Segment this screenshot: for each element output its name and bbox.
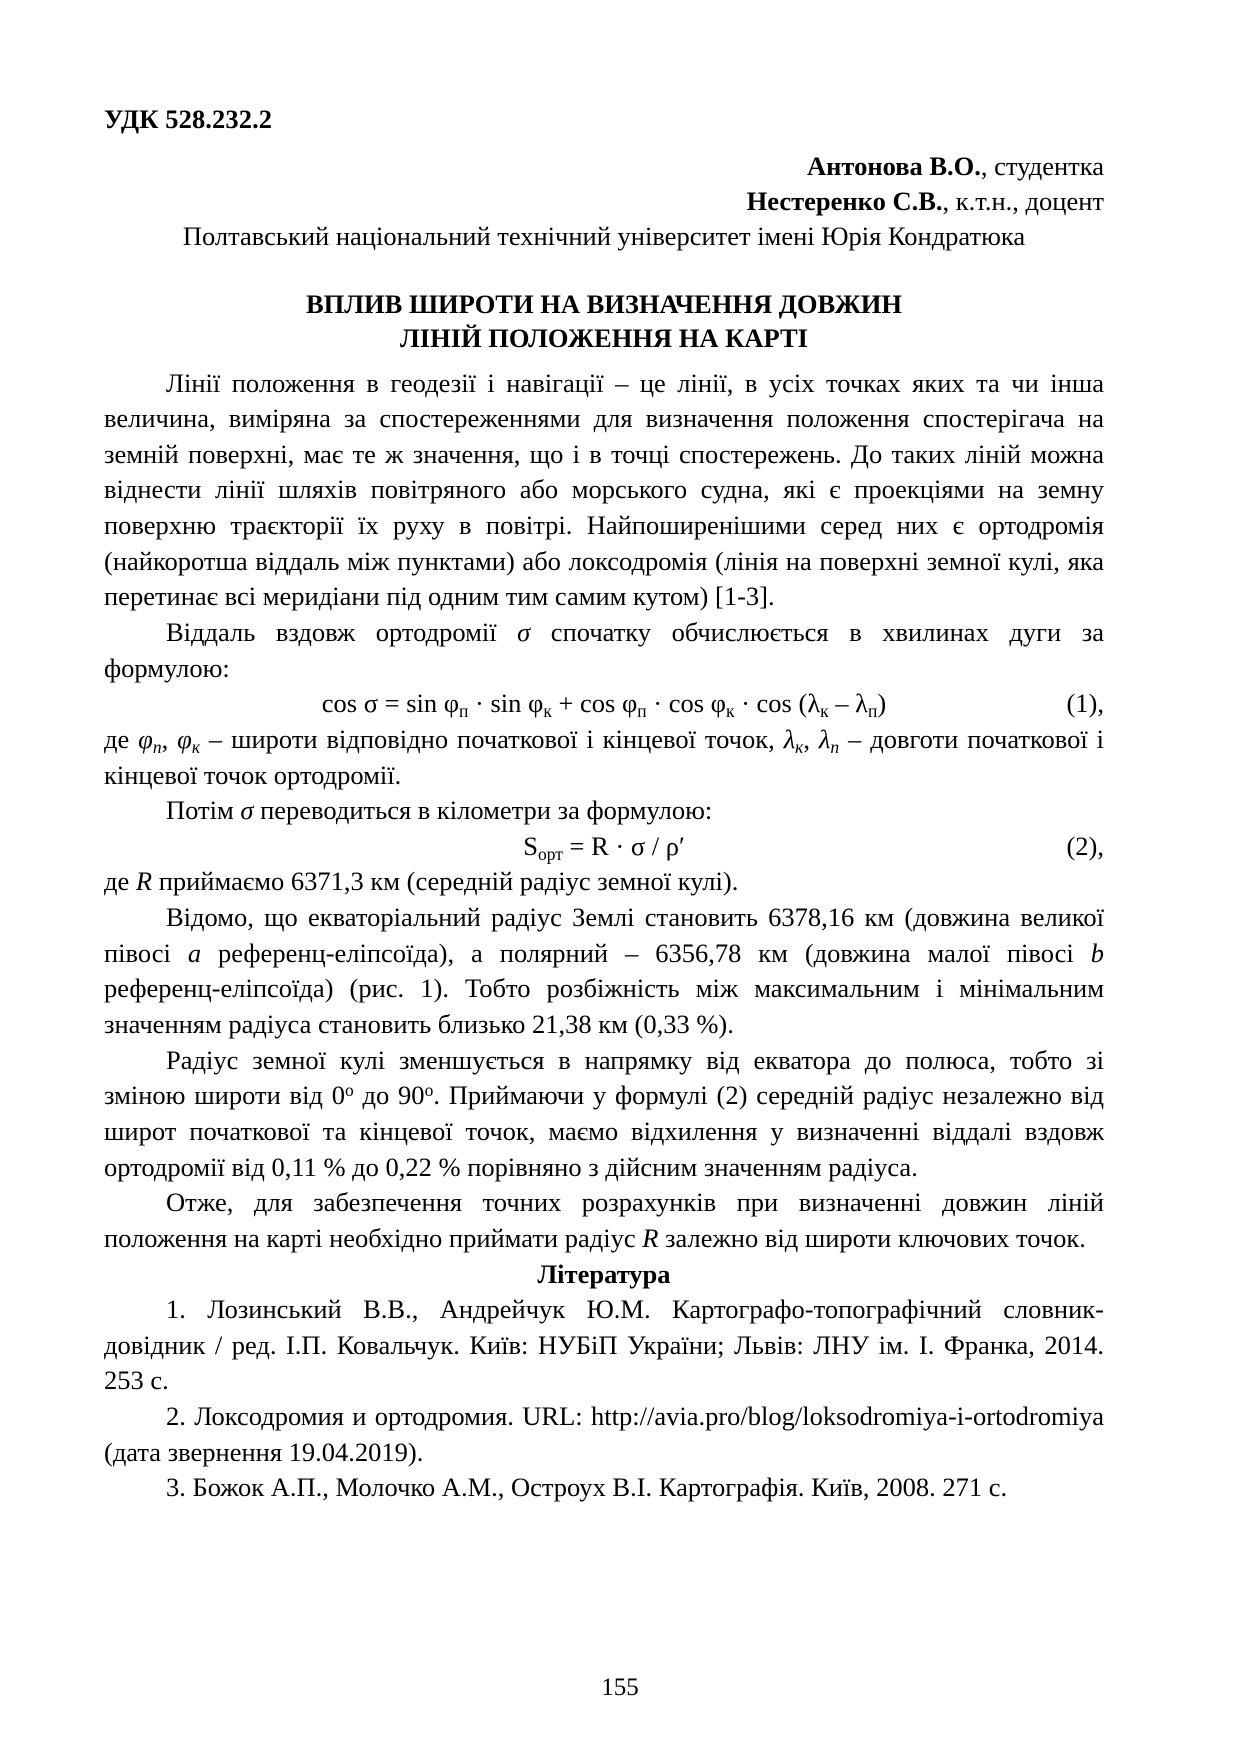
phi-k-var: $\varphi_к$ (177, 723, 200, 757)
author-line-1 (104, 149, 1104, 184)
degree-symbol-2: о (424, 1080, 434, 1101)
phi-k-subscript: к (191, 736, 200, 757)
para7-text-c: . Приймаючи у формулі (2) середній радіус незалежно від широт початкової та кінцевої точок, маємо відхилення у визначенні віддалі вздовж ортодромії від 0,11 % до 0,22 % порівняно з дійсним значенням радіуса. (104, 1080, 1105, 1182)
formula-1-sub-k2: к (725, 701, 735, 722)
para6-text-a: Відомо, що екваторіальний радіус Землі становить 6378,16 км (довжина великої півосі (104, 902, 1104, 968)
formula-1-expression: $\cos \sigma = \sin \varphi_п \cdot \sin \varphi_к + \cos \varphi_п \cdot \cos \varphi_к \cdot \cos (\lambda_к - \lambda_п)$ (321, 688, 887, 722)
para4-text-a: Потім (166, 795, 241, 826)
reference-item-2: 2. Локсодромия и ортодромия. URL: http://avia.pro/blog/loksodromiya-i-ortodromiya (дата звернення 19.04.2019). (104, 1401, 1104, 1467)
affiliation: Полтавський національний технічний університет імені Юрія Кондратюка (182, 220, 1026, 251)
reference-item-3: 3. Божок А.П., Молочко А.М., Остроух В.І. Картографія. Київ, 2008. 271 с. (166, 1472, 1008, 1503)
para7-text-b: до 90 (353, 1080, 425, 1111)
paragraph-intro: Лінії положення в геодезії і навігації – це лінії, в усіх точках яких та чи інша величина, виміряна за спостереженнями для визначення положення спостерігача на земній поверхні, має те ж значення, що і в точці спостережень. До таких ліній можна віднести лінії шляхів повітряного або морського судна, які є проекціями на земну поверхню траєкторії їх руху в повітрі. Найпоширенішими серед них є ортодромія (найкоротша віддаль між пунктами) або локсодромія (лінія на поверхні земної кулі, яка перетинає всі меридіани під одним тим самим кутом) [1-3]. (104, 367, 1104, 612)
udk-code: УДК 528.232.2 (104, 104, 273, 134)
para6-text-b: референц-еліпсоїда), а полярний – 6356,78 км (довжина малої півосі (201, 937, 1091, 968)
para4-text-b: переводиться в кілометри за формулою: (253, 795, 713, 826)
phi-p-subscript: п (152, 736, 162, 757)
formula-2-base: S (523, 830, 538, 861)
formula-1-sub-k1: к (543, 701, 552, 722)
author-role-2: , к.т.н., доцент (942, 185, 1104, 216)
author-name-1: Антонова В.О. (807, 150, 981, 181)
radius-var-2: R (642, 1222, 659, 1253)
sigma-symbol-1: σ (517, 617, 531, 647)
references-heading: Література (537, 1258, 671, 1289)
title-line-1: ВПЛИВ ШИРОТИ НА ВИЗНАЧЕННЯ ДОВЖИН (306, 288, 902, 319)
lambda-k-subscript: к (795, 736, 804, 757)
formula-1-sub-p1: п (459, 701, 469, 722)
formula-2-row (104, 829, 1104, 865)
semi-axis-a-var: a (187, 937, 202, 968)
radius-var-1: R (135, 866, 153, 897)
para2-text-a: Віддаль вздовж ортодромії (166, 617, 518, 647)
formula-2-subscript: орт (537, 843, 563, 864)
para6-text-c: референц-еліпсоїда) (рис. 1). Тобто розбіжність між максимальним і мінімальним значенням радіуса становить близько 21,38 км (0,33 %). (104, 973, 1104, 1040)
para7-text-a: Радіус земної кулі зменшується в напрямку від екватора до полюса, тобто зі зміною широти від 0 (104, 1044, 1104, 1111)
formula-1-sub-p2: п (637, 701, 647, 722)
paragraph-conclusion (104, 1185, 1104, 1256)
lambda-p-var: $\lambda_п$ (818, 723, 840, 757)
author-role-1: , студентка (980, 150, 1104, 181)
phi-p-var: $\varphi_п$ (138, 723, 162, 757)
page-number: 155 (601, 1674, 639, 1701)
formula-2-number: (2), (1066, 830, 1104, 861)
author-line-2 (104, 184, 1104, 219)
paragraph-orthodrome-intro (104, 615, 1104, 686)
formula-1-sub-lk: к (820, 701, 829, 722)
degree-symbol-1: о (344, 1080, 354, 1101)
para3-mid: – широти відповідно початкової і кінцевої точок, (200, 723, 784, 754)
author-name-2: Нестеренко С.В. (746, 185, 943, 216)
sigma-symbol-2: σ (240, 795, 254, 826)
para3-prefix: де (104, 723, 139, 754)
formula-2-rest: = R · σ / ρ′ (562, 830, 685, 861)
para5-text-a: де (104, 866, 136, 897)
paragraph-km-conversion (104, 793, 1104, 829)
para3-suffix: – довготи початкової і кінцевої точок ортодромії. (104, 723, 1105, 790)
para8-text-a: Отже, для забезпечення точних розрахунків при визначенні довжин ліній положення на карті необхідно приймати радіус (104, 1187, 1104, 1253)
formula-1-row (104, 686, 1104, 722)
lambda-k-var: $\lambda_к$ (783, 723, 804, 757)
formula-2-expression (523, 829, 685, 865)
page-content (104, 104, 1104, 1506)
para5-text-b: приймаємо 6371,3 км (середній радіус земної кулі). (152, 866, 739, 897)
paragraph-radius-definition (104, 864, 1104, 900)
formula-1-sub-lp: п (868, 701, 878, 722)
lambda-p-subscript: п (830, 736, 840, 757)
para2-text-b: спочатку обчислюється в хвилинах дуги за формулою: (104, 617, 1104, 683)
paragraph-latitude-variation (104, 1043, 1104, 1186)
paragraph-equatorial-radius (104, 900, 1104, 1043)
title-line-2: ЛІНІЙ ПОЛОЖЕННЯ НА КАРТІ (400, 323, 808, 354)
para8-text-b: залежно від широти ключових точок. (658, 1222, 1086, 1253)
page-title (104, 287, 1104, 356)
formula-1-number: (1), (1066, 688, 1104, 719)
paragraph-variable-definitions: де $\varphi_п$, $\varphi_к$ – широти відповідно початкової і кінцевої точок, $\lambda_к$, $\lambda_п$ – довготи початкової і кінцевої точок ортодромії. (104, 723, 1105, 790)
reference-item-1: 1. Лозинський В.В., Андрейчук Ю.М. Картографо-топографічний словник-довідник / ред. І.П. Ковальчук. Київ: НУБіП України; Львів: ЛНУ ім. І. Франка, 2014. 253 с. (104, 1294, 1104, 1396)
semi-axis-b-var: b (1090, 937, 1104, 968)
